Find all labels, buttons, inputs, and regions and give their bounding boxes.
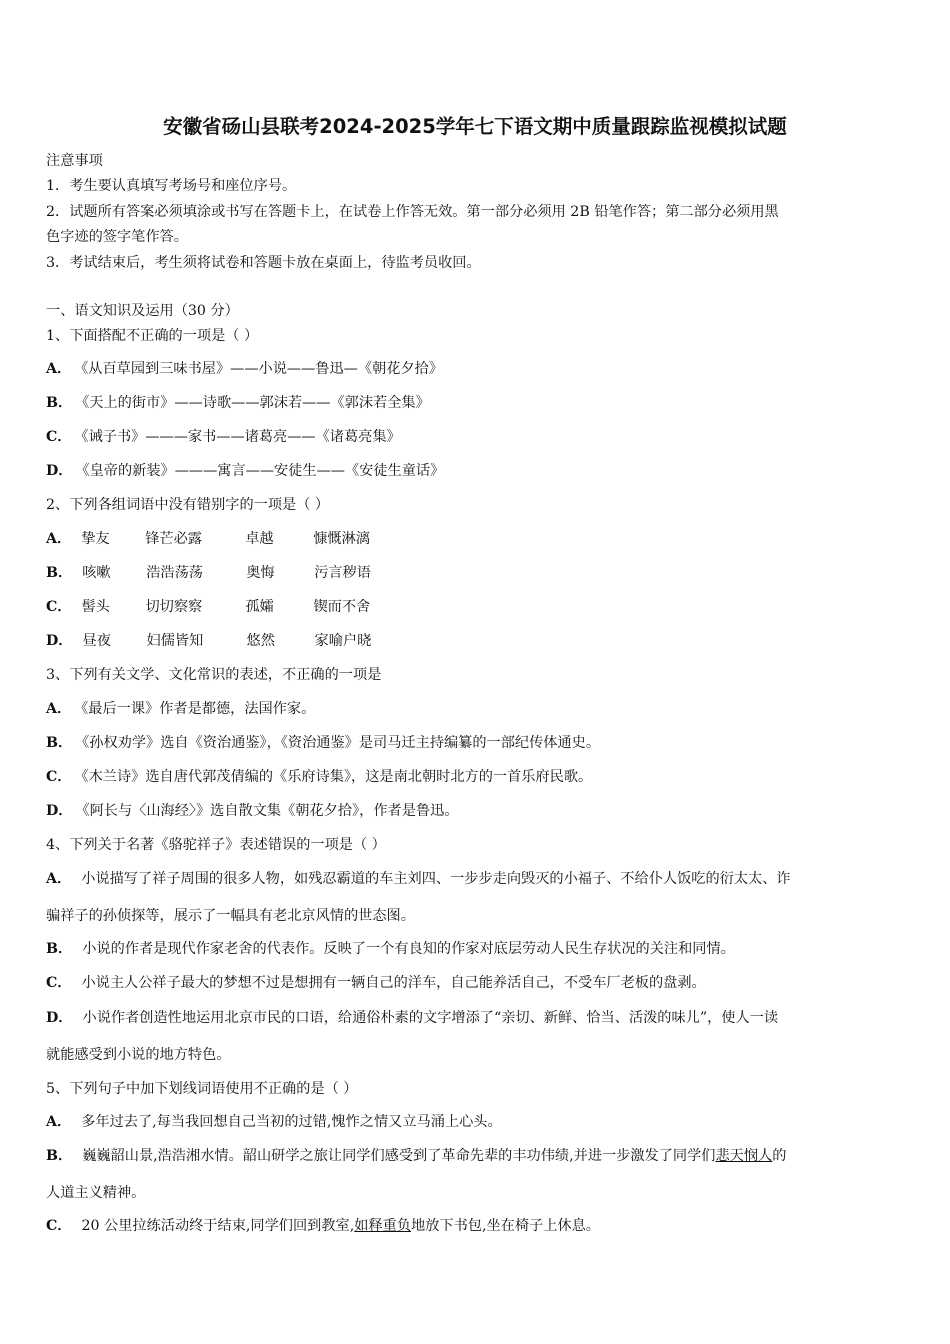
word: 家喻户晓 xyxy=(314,633,372,649)
option-row xyxy=(46,973,706,993)
option-row xyxy=(46,461,444,481)
word: 锲而不舍 xyxy=(313,599,371,615)
option-text: 20 公里拉练活动终于结束,同学们回到教室, xyxy=(81,1218,355,1234)
option-label: B． xyxy=(46,395,73,411)
option-row xyxy=(46,563,371,583)
option-row xyxy=(46,801,458,821)
option-row xyxy=(46,1216,600,1236)
option-row xyxy=(46,359,443,379)
option-text: 小说描写了祥子周围的很多人物，如残忍霸道的车主刘四、一步步走向毁灭的小福子、不给仆人饭吃的衍太太、诈 xyxy=(81,871,791,887)
word: 髻头 xyxy=(81,599,110,615)
option-text-continued: 就能感受到小说的地方特色。 xyxy=(46,1047,231,1063)
option-label: A． xyxy=(46,1114,72,1130)
option-text: 地放下书包,坐在椅子上休息。 xyxy=(411,1218,600,1234)
word: 浩浩荡荡 xyxy=(146,565,203,581)
option-label: A． xyxy=(46,361,72,377)
option-label: C． xyxy=(46,975,72,991)
option-row xyxy=(46,597,370,617)
word: 慷慨淋漓 xyxy=(313,531,370,547)
option-text: 的 xyxy=(772,1148,787,1164)
option-row xyxy=(46,393,430,413)
option-text: 《最后一课》作者是都德，法国作家。 xyxy=(81,701,316,717)
option-text: 《孙权劝学》选自《资治通鉴》，《资治通鉴》是司马迁主持编纂的一部纪传体通史。 xyxy=(82,735,601,751)
question-stem: 3、下列有关文学、文化常识的表述，不正确的一项是 xyxy=(46,667,382,683)
section-heading: 一、语文知识及运用（30 分） xyxy=(46,303,239,319)
word: 污言秽语 xyxy=(314,565,371,581)
word: 昼夜 xyxy=(82,633,111,649)
option-text: 《天上的街市》——诗歌——郭沫若——《郭沫若全集》 xyxy=(82,395,430,411)
word: 悠然 xyxy=(246,633,275,649)
underlined-word: 悲天悯人 xyxy=(715,1148,773,1164)
option-label: C． xyxy=(46,429,72,445)
notice-heading: 注意事项 xyxy=(46,153,103,169)
option-row xyxy=(46,939,735,959)
notice-item: 1．考生要认真填写考场号和座位序号。 xyxy=(46,178,297,194)
option-row xyxy=(46,767,592,787)
option-label: A． xyxy=(46,871,72,887)
option-label: D． xyxy=(46,463,73,479)
question-stem: 1、下面搭配不正确的一项是（ ） xyxy=(46,328,259,344)
option-text: 巍巍韶山景,浩浩湘水情。韶山研学之旅让同学们感受到了革命先辈的丰功伟绩,并进一步激发了同学们 xyxy=(82,1148,716,1164)
option-row xyxy=(46,1146,786,1166)
word: 切切察察 xyxy=(145,599,203,615)
option-text: 《木兰诗》选自唐代郭茂倩编的《乐府诗集》，这是南北朝时北方的一首乐府民歌。 xyxy=(81,769,593,785)
word: 卓越 xyxy=(245,531,274,547)
option-row xyxy=(46,699,315,719)
word: 挚友 xyxy=(81,531,110,547)
notice-item: 色字迹的签字笔作答。 xyxy=(46,229,188,245)
option-text: 小说的作者是现代作家老舍的代表作。反映了一个有良知的作家对底层劳动人民生存状况的关注和同情。 xyxy=(82,941,735,957)
option-label: A． xyxy=(46,701,72,717)
option-text-continued: 骗祥子的孙侦探等，展示了一幅具有老北京风情的世态图。 xyxy=(46,908,415,924)
option-text: 多年过去了,每当我回想自己当初的过错,愧怍之情又立马涌上心头。 xyxy=(81,1114,502,1130)
word: 孤孀 xyxy=(245,599,274,615)
option-label: D． xyxy=(46,803,73,819)
page-title: 安徽省砀山县联考2024-2025学年七下语文期中质量跟踪监视模拟试题 xyxy=(163,115,787,138)
option-row xyxy=(46,427,401,447)
notice-item: 3．考试结束后，考生须将试卷和答题卡放在桌面上，待监考员收回。 xyxy=(46,255,481,271)
word: 锋芒必露 xyxy=(145,531,202,547)
option-row xyxy=(46,733,600,753)
option-row xyxy=(46,1112,502,1132)
option-text: 小说主人公祥子最大的梦想不过是想拥有一辆自己的洋车，自己能养活自己，不受车厂老板的盘剥。 xyxy=(81,975,706,991)
option-label: C． xyxy=(46,1218,72,1234)
option-label: B． xyxy=(46,565,73,581)
option-label: D． xyxy=(46,633,73,649)
option-label: B． xyxy=(46,941,73,957)
word: 咳嗽 xyxy=(82,565,111,581)
option-text: 《阿长与〈山海经〉》选自散文集《朝花夕拾》，作者是鲁迅。 xyxy=(82,803,459,819)
option-text: 《从百草园到三味书屋》——小说——鲁迅—《朝花夕拾》 xyxy=(81,361,443,377)
notice-item: 2．试题所有答案必须填涂或书写在答题卡上，在试卷上作答无效。第一部分必须用 2B 铅笔作答；第二部分必须用黑 xyxy=(46,204,779,220)
option-text-continued: 人道主义精神。 xyxy=(46,1185,146,1201)
option-text: 《皇帝的新装》———寓言——安徒生——《安徒生童话》 xyxy=(82,463,445,479)
word: 妇儒皆知 xyxy=(146,633,204,649)
option-text: 《诫子书》———家书——诸葛亮——《诸葛亮集》 xyxy=(81,429,401,445)
option-label: A． xyxy=(46,531,72,547)
question-stem: 5、下列句子中加下划线词语使用不正确的是（ ） xyxy=(46,1081,358,1097)
option-row xyxy=(46,529,370,549)
option-row xyxy=(46,869,791,889)
word: 奥悔 xyxy=(246,565,275,581)
option-label: C． xyxy=(46,769,72,785)
option-label: B． xyxy=(46,1148,73,1164)
underlined-word: 如释重负 xyxy=(354,1218,412,1234)
option-row xyxy=(46,1008,778,1028)
question-stem: 2、下列各组词语中没有错别字的一项是（ ） xyxy=(46,497,330,513)
option-label: C． xyxy=(46,599,72,615)
option-text: 小说作者创造性地运用北京市民的口语，给通俗朴素的文字增添了“亲切、新鲜、恰当、活泼的味儿”，使人一读 xyxy=(82,1010,779,1026)
option-row xyxy=(46,631,371,651)
option-label: B． xyxy=(46,735,73,751)
option-label: D． xyxy=(46,1010,73,1026)
question-stem: 4、下列关于名著《骆驼祥子》表述错误的一项是（ ） xyxy=(46,837,386,853)
